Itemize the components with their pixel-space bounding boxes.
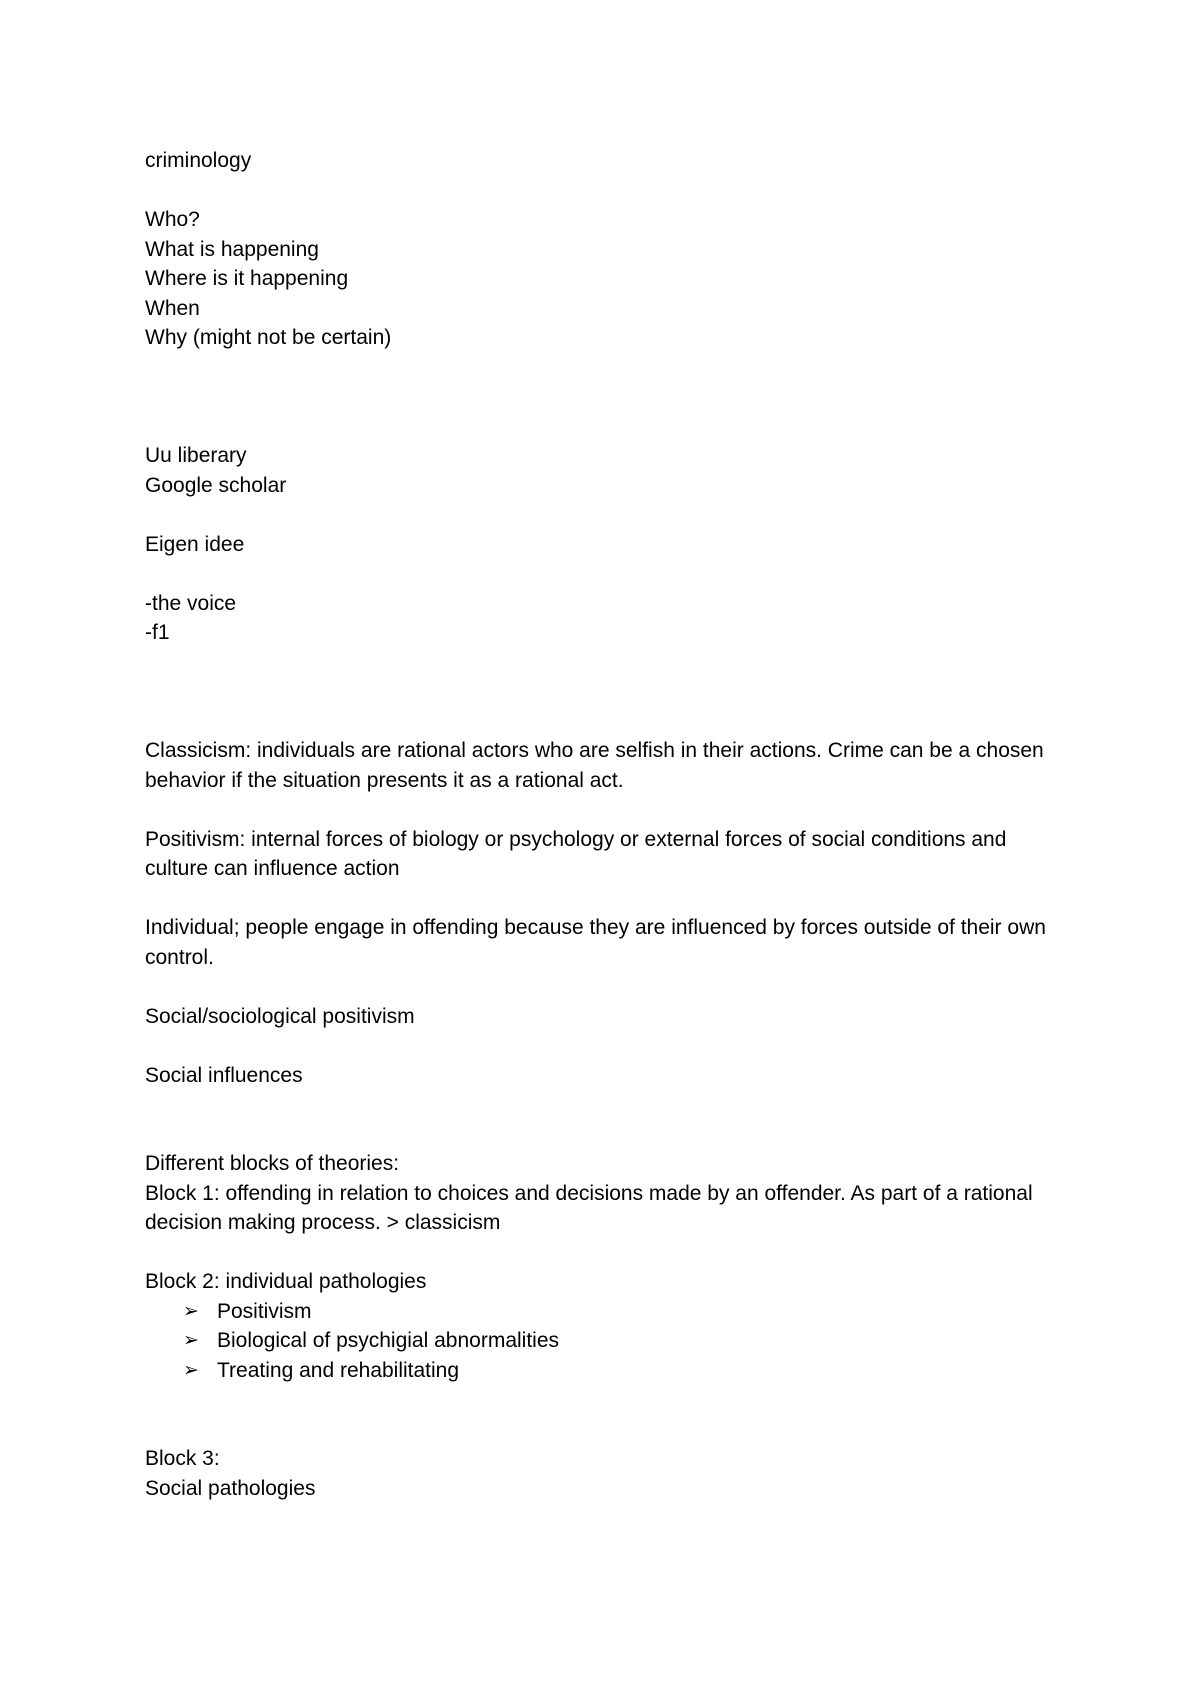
block2-heading: Block 2: individual pathologies xyxy=(145,1270,427,1293)
arrow-bullet-icon: ➢ xyxy=(183,1359,199,1381)
list-item-text: Positivism xyxy=(217,1299,312,1323)
question-item: Who? xyxy=(145,208,200,231)
document-body xyxy=(145,146,1075,1503)
blank-space xyxy=(145,353,1075,442)
list-item xyxy=(183,1356,1075,1386)
question-item: What is happening xyxy=(145,237,319,261)
document-title: criminology xyxy=(145,149,252,172)
blank-line xyxy=(145,559,1075,589)
blank-space xyxy=(145,1090,1075,1149)
block3-heading: Block 3: xyxy=(145,1447,220,1470)
own-idea-heading: Eigen idee xyxy=(145,532,245,556)
list-item xyxy=(183,1326,1075,1356)
blank-line xyxy=(145,1031,1075,1061)
source-item: Uu liberary xyxy=(145,444,247,467)
blank-line xyxy=(145,176,1075,206)
idea-item: -f1 xyxy=(145,621,170,644)
list-item-text: Treating and rehabilitating xyxy=(217,1358,460,1382)
positivism-paragraph: Positivism: internal forces of biology or psychology or external forces of social conditions and culture can influence action xyxy=(145,827,1007,880)
blank-line xyxy=(145,1238,1075,1268)
arrow-bullet-icon: ➢ xyxy=(183,1330,199,1352)
block3-subheading: Social pathologies xyxy=(145,1476,316,1500)
blank-line xyxy=(145,972,1075,1002)
individual-paragraph: Individual; people engage in offending because they are influenced by forces outside of their own control. xyxy=(145,916,1046,969)
question-item: Where is it happening xyxy=(145,267,349,290)
list-item xyxy=(183,1297,1075,1327)
block1-paragraph: Block 1: offending in relation to choices and decisions made by an offender. As part of a rational decision making process. > classicism xyxy=(145,1181,1033,1234)
arrow-bullet-icon: ➢ xyxy=(183,1300,199,1322)
blank-line xyxy=(145,500,1075,530)
question-item: Why (might not be certain) xyxy=(145,326,392,349)
idea-item: -the voice xyxy=(145,591,237,615)
blank-line xyxy=(145,884,1075,914)
social-positivism-line: Social/sociological positivism xyxy=(145,1004,415,1028)
blank-space xyxy=(145,1385,1075,1444)
blank-line xyxy=(145,795,1075,825)
social-influences-line: Social influences xyxy=(145,1063,303,1087)
question-item: When xyxy=(145,296,200,320)
list-item-text: Biological of psychigial abnormalities xyxy=(217,1329,560,1352)
blocks-heading: Different blocks of theories: xyxy=(145,1152,400,1175)
block2-bullet-list xyxy=(145,1297,1075,1386)
blank-space xyxy=(145,648,1075,737)
classicism-paragraph: Classicism: individuals are rational actors who are selfish in their actions. Crime can be a chosen behavior if the situation presents it as a rational act. xyxy=(145,739,1044,792)
source-item: Google scholar xyxy=(145,473,287,497)
